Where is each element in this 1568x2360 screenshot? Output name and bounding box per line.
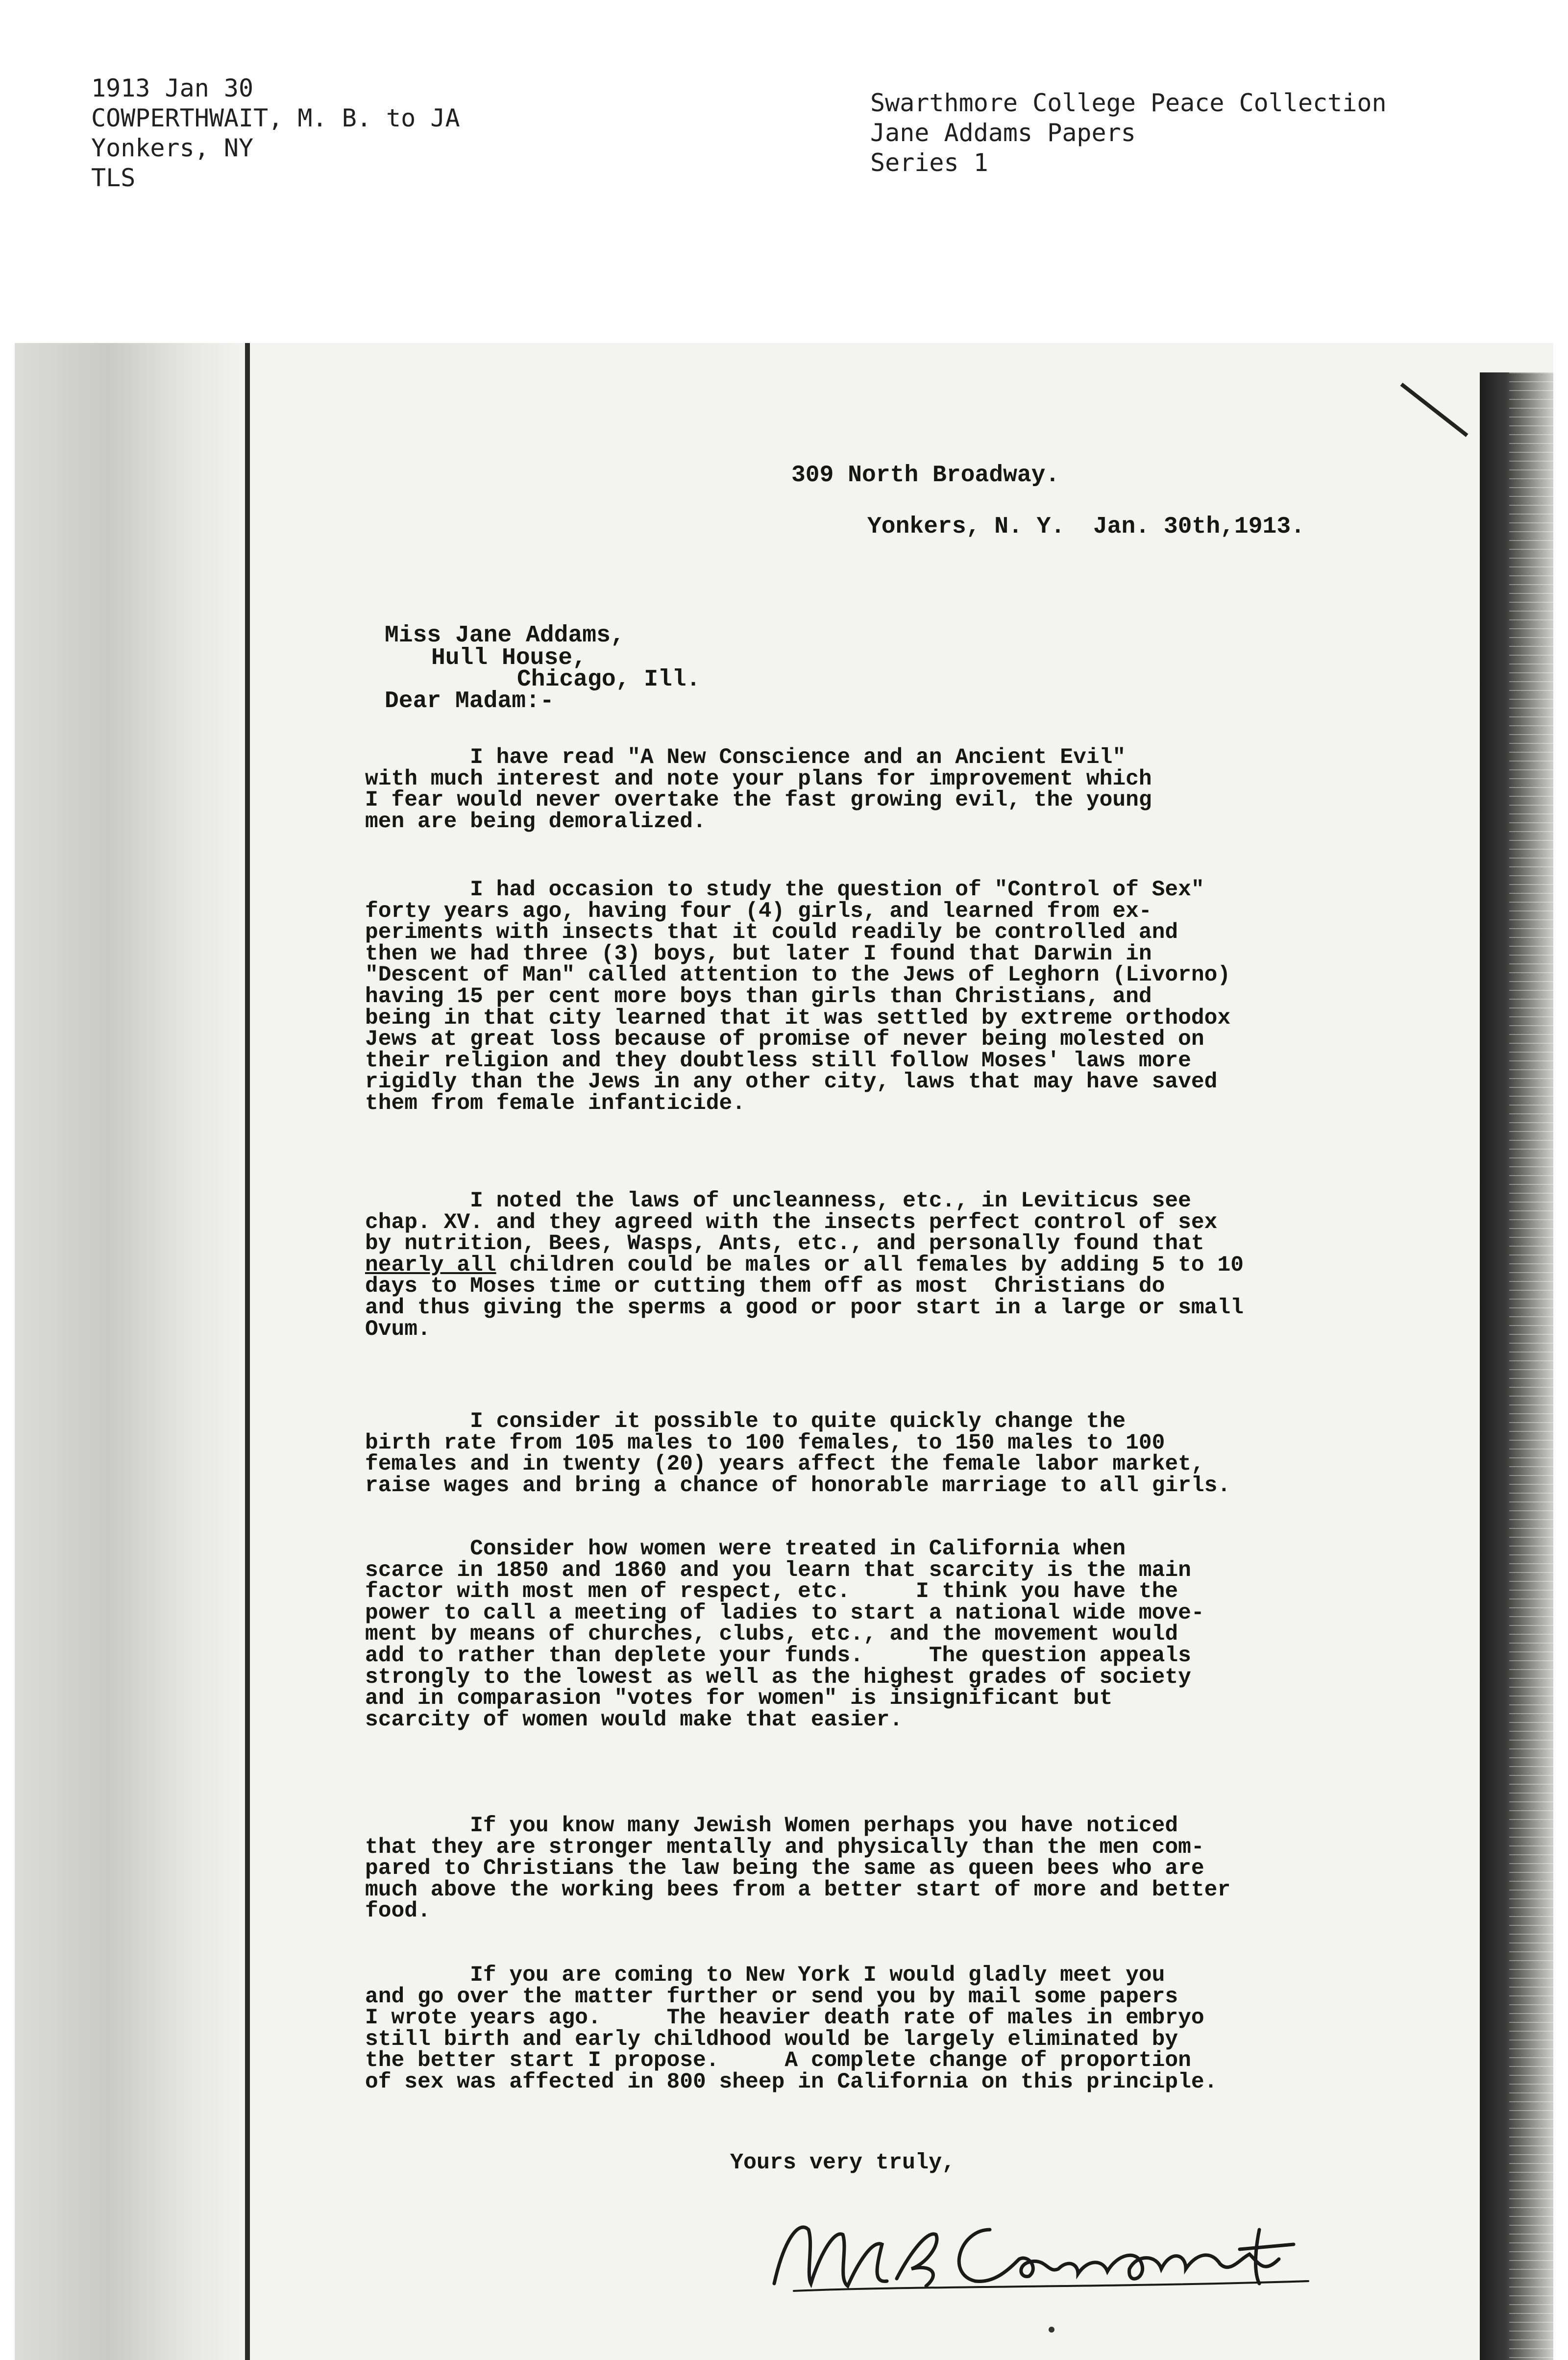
paragraph-line: I consider it possible to quite quickly change the xyxy=(365,1409,1126,1434)
paragraph-line: scarce in 1850 and 1860 and you learn that scarcity is the main xyxy=(365,1558,1191,1583)
paragraph-line: Ovum. xyxy=(365,1317,431,1342)
letter-paragraph-2 xyxy=(365,880,1230,1115)
recipient-house: Hull House, xyxy=(431,645,587,671)
letter-paragraph-3 xyxy=(365,1191,1244,1340)
photocopy-left-border xyxy=(245,343,250,2360)
paragraph-line: females and in twenty (20) years affect the female labor market, xyxy=(365,1452,1204,1477)
archive-metadata xyxy=(91,74,460,193)
paragraph-line: chap. XV. and they agreed with the insects perfect control of sex xyxy=(365,1210,1218,1235)
paragraph-line: being in that city learned that it was settled by extreme orthodox xyxy=(365,1006,1231,1031)
collection-name: Swarthmore College Peace Collection xyxy=(870,89,1387,117)
paragraph-line: having 15 per cent more boys than girls than Christians, and xyxy=(365,984,1152,1009)
paragraph-line: and thus giving the sperms a good or poor start in a large or small xyxy=(365,1295,1244,1320)
photocopy-left-edge xyxy=(15,343,250,2360)
recipient-city: Chicago, Ill. xyxy=(517,666,701,693)
paragraph-line: I wrote years ago. The heavier death rate of males in embryo xyxy=(365,2006,1204,2031)
corner-mark xyxy=(1400,383,1469,437)
paragraph-line: rigidly than the Jews in any other city, laws that may have saved xyxy=(365,1070,1218,1095)
paragraph-line: I fear would never overtake the fast growing evil, the young xyxy=(365,788,1152,813)
paragraph-line: birth rate from 105 males to 100 females, to 150 males to 100 xyxy=(365,1430,1165,1455)
paragraph-line: pared to Christians the law being the same as queen bees who are xyxy=(365,1856,1204,1881)
paragraph-line: "Descent of Man" called attention to the Jews of Leghorn (Livorno) xyxy=(365,963,1231,988)
collection-label xyxy=(870,88,1387,178)
paragraph-line: days to Moses time or cutting them off as most Christians do xyxy=(365,1274,1165,1299)
paragraph-line: ment by means of churches, clubs, etc., and the movement would xyxy=(365,1622,1178,1647)
salutation: Dear Madam:- xyxy=(385,688,554,714)
archive-correspondents: COWPERTHWAIT, M. B. to JA xyxy=(91,104,460,132)
paragraph-line: If you are coming to New York I would gladly meet you xyxy=(365,1963,1165,1988)
letter-paragraph-1 xyxy=(365,747,1152,833)
paragraph-line: much above the working bees from a better start of more and better xyxy=(365,1877,1231,1902)
line-continuation: children could be males or all females by adding 5 to 10 xyxy=(496,1253,1244,1278)
paragraph-line: forty years ago, having four (4) girls, and learned from ex- xyxy=(365,899,1152,924)
paragraph-line: of sex was affected in 800 sheep in California on this principle. xyxy=(365,2069,1218,2094)
paragraph-line: Jews at great loss because of promise of never being molested on xyxy=(365,1027,1204,1052)
paragraph-line: add to rather than deplete your funds. The question appeals xyxy=(365,1643,1191,1668)
paragraph-line: their religion and they doubtless still follow Moses' laws more xyxy=(365,1048,1191,1073)
paragraph-line: strongly to the lowest as well as the highest grades of society xyxy=(365,1665,1191,1690)
archive-doc-type: TLS xyxy=(91,164,136,192)
paragraph-line: and in comparasion "votes for women" is insignificant but xyxy=(365,1686,1113,1711)
paragraph-line: raise wages and bring a chance of honorable marriage to all girls. xyxy=(365,1473,1231,1498)
paragraph-line-underlined xyxy=(365,1255,1244,1277)
stray-mark xyxy=(1049,2327,1054,2333)
paragraph-line: the better start I propose. A complete change of proportion xyxy=(365,2048,1191,2073)
collection-papers: Jane Addams Papers xyxy=(870,119,1136,147)
paragraph-line: with much interest and note your plans for improvement which xyxy=(365,766,1152,791)
recipient-name: Miss Jane Addams, xyxy=(385,622,625,649)
paragraph-line: that they are stronger mentally and physically than the men com- xyxy=(365,1835,1204,1860)
paragraph-line: factor with most men of respect, etc. I think you have the xyxy=(365,1579,1178,1604)
paragraph-line: by nutrition, Bees, Wasps, Ants, etc., and personally found that xyxy=(365,1231,1204,1256)
archive-date: 1913 Jan 30 xyxy=(91,74,254,102)
letter-paragraph-4 xyxy=(365,1411,1230,1497)
paragraph-line: I have read "A New Conscience and an Ancient Evil" xyxy=(365,745,1126,770)
collection-series: Series 1 xyxy=(870,148,988,177)
closing: Yours very truly, xyxy=(730,2150,956,2175)
paragraph-line: still birth and early childhood would be largely eliminated by xyxy=(365,2027,1178,2052)
sender-street-address: 309 North Broadway. xyxy=(791,462,1060,489)
archive-place: Yonkers, NY xyxy=(91,134,254,162)
letter-paragraph-6 xyxy=(365,1816,1230,1922)
paragraph-line: men are being demoralized. xyxy=(365,809,706,834)
paragraph-line: If you know many Jewish Women perhaps you have noticed xyxy=(365,1814,1178,1838)
paragraph-line: periments with insects that it could readily be controlled and xyxy=(365,920,1178,945)
letter-paragraph-7 xyxy=(365,1965,1217,2093)
paragraph-line: power to call a meeting of ladies to start a national wide move- xyxy=(365,1600,1204,1625)
paragraph-line: I had occasion to study the question of "Control of Sex" xyxy=(365,878,1204,902)
paragraph-line: them from female infanticide. xyxy=(365,1091,746,1116)
paragraph-line: and go over the matter further or send you by mail some papers xyxy=(365,1984,1178,2009)
handwritten-signature xyxy=(764,2200,1352,2298)
sender-city-date: Yonkers, N. Y. Jan. 30th,1913. xyxy=(867,514,1305,540)
photocopy-right-rules xyxy=(1509,372,1553,2360)
underlined-emphasis: nearly all xyxy=(365,1253,496,1278)
paragraph-line: food. xyxy=(365,1899,431,1924)
paragraph-line: then we had three (3) boys, but later I found that Darwin in xyxy=(365,941,1152,966)
paragraph-line: I noted the laws of uncleanness, etc., in Leviticus see xyxy=(365,1189,1191,1213)
paragraph-line: Consider how women were treated in California when xyxy=(365,1537,1126,1561)
letter-paragraph-5 xyxy=(365,1539,1204,1731)
paragraph-line: scarcity of women would make that easier. xyxy=(365,1707,903,1732)
